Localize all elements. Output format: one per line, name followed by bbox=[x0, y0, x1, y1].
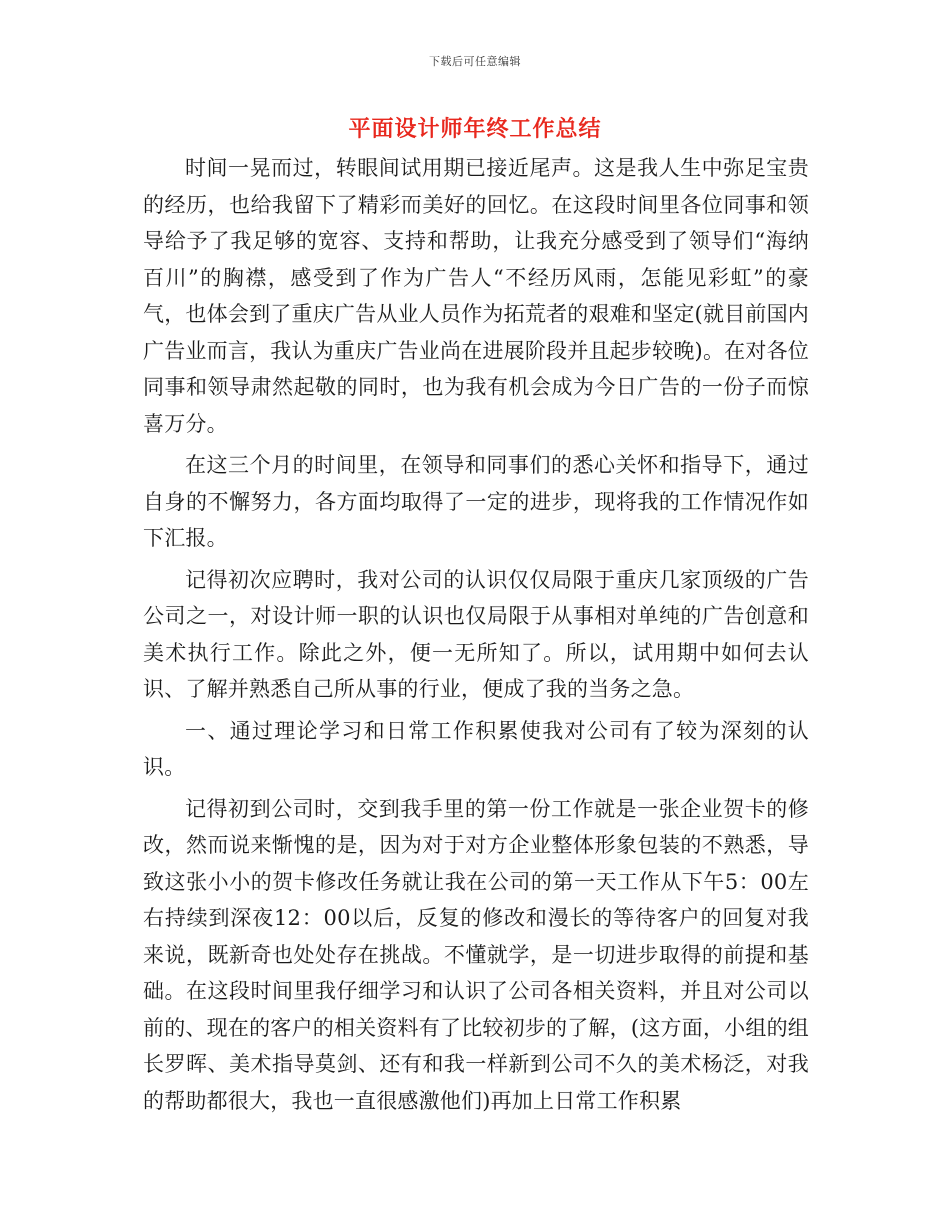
paragraph-section-heading: 一、通过理论学习和日常工作积累使我对公司有了较为深刻的认识。 bbox=[143, 718, 809, 779]
header-note: 下载后可任意编辑 bbox=[429, 55, 521, 68]
paragraph-intro: 时间一晃而过，转眼间试用期已接近尾声。这是我人生中弥足宝贵的经历，也给我留下了精彩而美好的回忆。在这段时间里各位同事和领导给予了我足够的宽容、支持和帮助，让我充分感受到了领导们“海纳百川”的胸襟，感受到了作为广告人“不经历风雨，怎能见彩虹”的豪气，也体会到了重庆广告从业人员作为拓荒者的艰难和坚定(就目前国内广告业而言，我认为重庆广告业尚在进展阶段并且起步较晚)。在对各位同事和领导肃然起敬的同时，也为我有机会成为今日广告的一份子而惊喜万分。 bbox=[143, 156, 809, 436]
paragraph-progress: 在这三个月的时间里，在领导和同事们的悉心关怀和指导下，通过自身的不懈努力，各方面均取得了一定的进步，现将我的工作情况作如下汇报。 bbox=[143, 453, 809, 550]
document-body bbox=[143, 150, 809, 1124]
paragraph-first-impression: 记得初次应聘时，我对公司的认识仅仅局限于重庆几家顶级的广告公司之一，对设计师一职的认识也仅局限于从事相对单纯的广告创意和美术执行工作。除此之外，便一无所知了。所以，试用期中如何去认识、了解并熟悉自己所从事的行业，便成了我的当务之急。 bbox=[143, 567, 809, 701]
paragraph-first-task: 记得初到公司时，交到我手里的第一份工作就是一张企业贺卡的修改，然而说来惭愧的是，因为对于对方企业整体形象包装的不熟悉，导致这张小小的贺卡修改任务就让我在公司的第一天工作从下午5：00左右持续到深夜12：00以后，反复的修改和漫长的等待客户的回复对我来说，既新奇也处处存在挑战。不懂就学，是一切进步取得的前提和基础。在这段时间里我仔细学习和认识了公司各相关资料，并且对公司以前的、现在的客户的相关资料有了比较初步的了解，(这方面，小组的组长罗晖、美术指导莫剑、还有和我一样新到公司不久的美术杨泛，对我的帮助都很大，我也一直很感激他们)再加上日常工作积累 bbox=[143, 796, 809, 1113]
document-title: 平面设计师年终工作总结 bbox=[348, 116, 602, 142]
